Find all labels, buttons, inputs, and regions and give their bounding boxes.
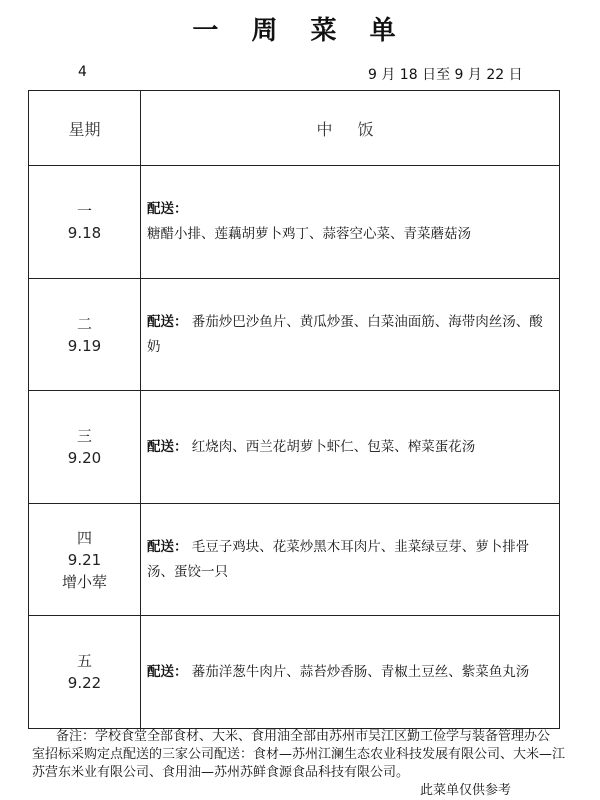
remarks-rest: 室招标采购定点配送的三家公司配送：食材—苏州江澜生态农业科技发展有限公司、大米—江苏营东米业有限公司、食用油—苏州苏鲜食源食品科技有限公司。 <box>32 747 566 780</box>
page-title: 一 周 菜 单 <box>192 16 408 46</box>
reference-note: 此菜单仅供参考 <box>420 783 512 798</box>
weekday: 三 <box>76 427 92 445</box>
table-row <box>29 504 560 616</box>
menu-table <box>28 90 560 729</box>
meal-cell <box>141 166 560 279</box>
header-lunch: 中 饭 <box>141 91 560 166</box>
meal-cell <box>141 616 560 729</box>
delivery-label: 配送： <box>147 313 188 330</box>
table-row <box>29 391 560 504</box>
date: 9.19 <box>67 336 102 355</box>
dishes: 毛豆子鸡块、花菜炒黑木耳肉片、韭菜绿豆芽、萝卜排骨汤、蛋饺一只 <box>147 538 530 580</box>
delivery-label: 配送： <box>147 201 188 217</box>
dishes: 红烧肉、西兰花胡萝卜虾仁、包菜、榨菜蛋花汤 <box>191 438 476 455</box>
week-number: 4 <box>78 64 87 80</box>
table-row <box>29 166 560 279</box>
table-header-row <box>29 91 560 166</box>
header-day: 星期 <box>29 91 141 166</box>
table-row <box>29 616 560 729</box>
day-cell <box>29 391 141 504</box>
dishes: 番茄炒巴沙鱼片、黄瓜炒蛋、白菜油面筋、海带肉丝汤、酸奶 <box>147 313 543 355</box>
remarks-first-line: 备注：学校食堂全部食材、大米、食用油全部由苏州市吴江区勤工俭学与装备管理办公 <box>56 729 551 744</box>
delivery-label: 配送： <box>147 538 188 555</box>
day-cell <box>29 166 141 279</box>
day-cell <box>29 504 141 616</box>
delivery-label: 配送： <box>147 663 188 680</box>
date: 9.21 <box>67 550 102 569</box>
date: 9.20 <box>67 449 102 467</box>
day-cell <box>29 616 141 729</box>
delivery-label: 配送： <box>147 438 188 455</box>
meal-cell <box>141 391 560 504</box>
meal-cell <box>141 279 560 391</box>
meal-cell <box>141 504 560 616</box>
date-range: 9 月 18 日至 9 月 22 日 <box>368 67 523 83</box>
day-cell <box>29 279 141 391</box>
weekday: 二 <box>76 314 92 333</box>
weekday: 一 <box>76 202 92 220</box>
weekday: 四 <box>76 528 92 547</box>
table-row <box>29 279 560 391</box>
weekday: 五 <box>76 652 92 670</box>
dishes: 蕃茄洋葱牛肉片、蒜苔炒香肠、青椒土豆丝、紫菜鱼丸汤 <box>191 663 530 680</box>
date: 9.18 <box>67 224 102 242</box>
dishes: 糖醋小排、莲藕胡萝卜鸡丁、蒜蓉空心菜、青菜蘑菇汤 <box>147 226 471 242</box>
remarks <box>32 728 567 782</box>
date: 9.22 <box>67 674 102 692</box>
extra-note: 增小荤 <box>61 572 107 591</box>
